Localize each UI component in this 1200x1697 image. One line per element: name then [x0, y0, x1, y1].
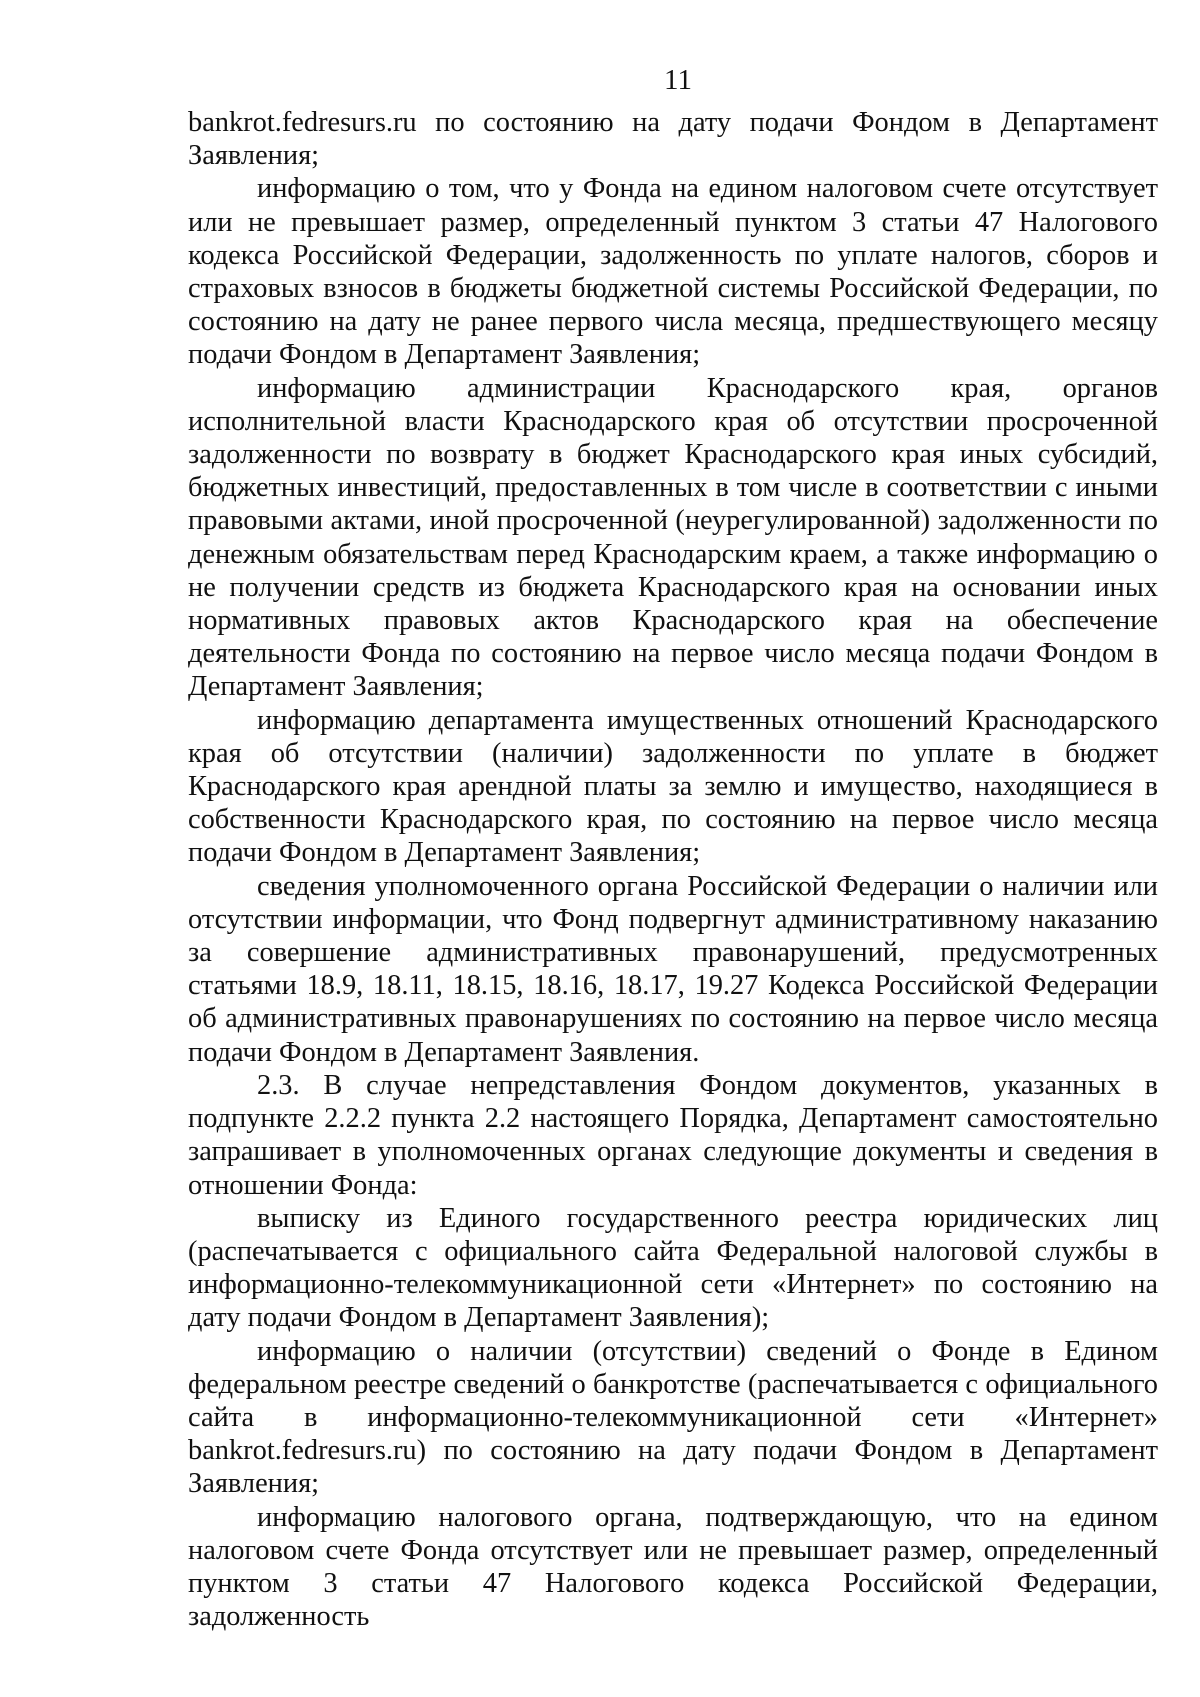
- page-number: 11: [664, 64, 692, 96]
- paragraph-5: сведения уполномоченного органа Российской Федерации о наличии или отсутствии информации, что Фонд подвергнут административному наказанию за совершение административных правонарушений, предусмотренных статьями 18.9, 18.11, 18.15, 18.16, 18.17, 19.27 Кодекса Российской Федерации об административных правонарушениях по состоянию на первое число месяца подачи Фондом в Департамент Заявления.: [188, 870, 1158, 1068]
- paragraph-7: выписку из Единого государственного реестра юридических лиц (распечатывается с официального сайта Федеральной налоговой службы в информационно-телекоммуникационной сети «Интернет» по состоянию на дату подачи Фондом в Департамент Заявления);: [188, 1202, 1158, 1334]
- paragraph-6: 2.3. В случае непредставления Фондом документов, указанных в подпункте 2.2.2 пункта 2.2 настоящего Порядка, Департамент самостоятельно запрашивает в уполномоченных органах следующие документы и сведения в отношении Фонда:: [188, 1069, 1158, 1201]
- paragraph-3: информацию администрации Краснодарского края, органов исполнительной власти Краснодарского края об отсутствии просроченной задолженности по возврату в бюджет Краснодарского края иных субсидий, бюджетных инвестиций, предоставленных в том числе в соответствии с иными правовыми актами, иной просроченной (неурегулированной) задолженности по денежным обязательствам перед Краснодарским краем, а также информацию о не получении средств из бюджета Краснодарского края на основании иных нормативных правовых актов Краснодарского края на обеспечение деятельности Фонда по состоянию на первое число месяца подачи Фондом в Департамент Заявления;: [188, 372, 1158, 703]
- paragraph-1: bankrot.fedresurs.ru по состоянию на дату подачи Фондом в Департамент Заявления;: [188, 107, 1158, 172]
- paragraph-8: информацию о наличии (отсутствии) сведений о Фонде в Едином федеральном реестре сведений о банкротстве (распечатывается с официального сайта в информационно-телекоммуникационной сети «Интернет» bankrot.fedresurs.ru) по состоянию на дату подачи Фондом в Департамент Заявления;: [188, 1335, 1158, 1500]
- document-body: [188, 106, 1158, 1633]
- paragraph-4: информацию департамента имущественных отношений Краснодарского края об отсутствии (наличии) задолженности по уплате в бюджет Краснодарского края арендной платы за землю и имущество, находящиеся в собственности Краснодарского края, по состоянию на первое число месяца подачи Фондом в Департамент Заявления;: [188, 704, 1158, 869]
- paragraph-9: информацию налогового органа, подтверждающую, что на едином налоговом счете Фонда отсутствует или не превышает размер, определенный пунктом 3 статьи 47 Налогового кодекса Российской Федерации, задолженность: [188, 1501, 1158, 1633]
- paragraph-2: информацию о том, что у Фонда на едином налоговом счете отсутствует или не превышает размер, определенный пунктом 3 статьи 47 Налогового кодекса Российской Федерации, задолженность по уплате налогов, сборов и страховых взносов в бюджеты бюджетной системы Российской Федерации, по состоянию на дату не ранее первого числа месяца, предшествующего месяцу подачи Фондом в Департамент Заявления;: [188, 173, 1158, 371]
